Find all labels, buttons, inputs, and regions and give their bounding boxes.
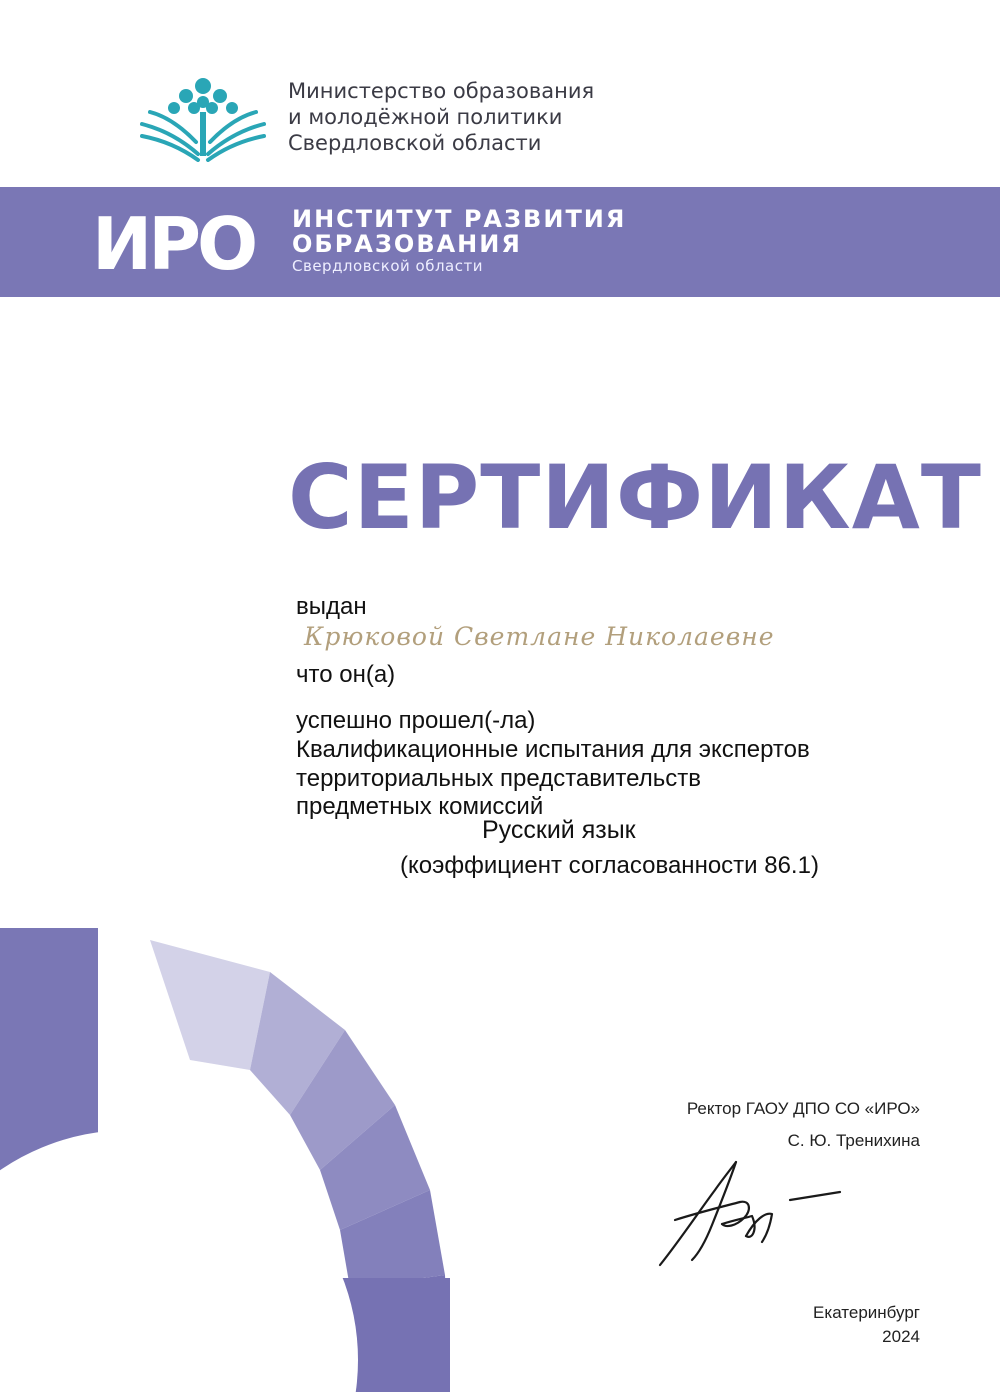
ministry-line-1: Министерство образования	[288, 79, 595, 103]
that-label: что он(а)	[296, 661, 396, 688]
iro-title-line-1: ИНСТИТУТ РАЗВИТИЯ	[292, 205, 627, 233]
city: Екатеринбург	[813, 1303, 920, 1322]
iro-header-band	[0, 187, 1000, 297]
iro-logo-text: ИРО	[92, 205, 255, 280]
ministry-line-3: Свердловской области	[288, 131, 542, 155]
exam-line-1: Квалификационные испытания для экспертов	[296, 736, 810, 763]
passed-label: успешно прошел(-ла)	[296, 707, 536, 734]
handwritten-signature	[640, 1140, 850, 1280]
certificate-title: СЕРТИФИКАТ	[288, 446, 982, 549]
decorative-arc	[0, 920, 460, 1392]
recipient-name: Крюковой Светлане Николаевне	[304, 622, 775, 651]
rector-position: Ректор ГАОУ ДПО СО «ИРО»	[686, 1099, 920, 1118]
iro-title	[292, 207, 626, 275]
year: 2024	[882, 1327, 920, 1346]
iro-subtitle: Свердловской области	[292, 257, 483, 275]
rector-name: С. Ю. Тренихина	[787, 1131, 920, 1150]
ministry-emblem-icon	[138, 72, 268, 162]
exam-line-3: предметных комиссий	[296, 793, 544, 820]
iro-logo	[92, 205, 272, 280]
issued-label: выдан	[296, 593, 367, 620]
subject: Русский язык	[482, 816, 636, 844]
ministry-name	[288, 78, 668, 156]
iro-title-line-2: ОБРАЗОВАНИЯ	[292, 230, 522, 258]
ministry-line-2: и молодёжной политики	[288, 105, 563, 129]
exam-line-2: территориальных представительств	[296, 765, 701, 792]
agreement-coefficient: (коэффициент согласованности 86.1)	[400, 852, 819, 879]
